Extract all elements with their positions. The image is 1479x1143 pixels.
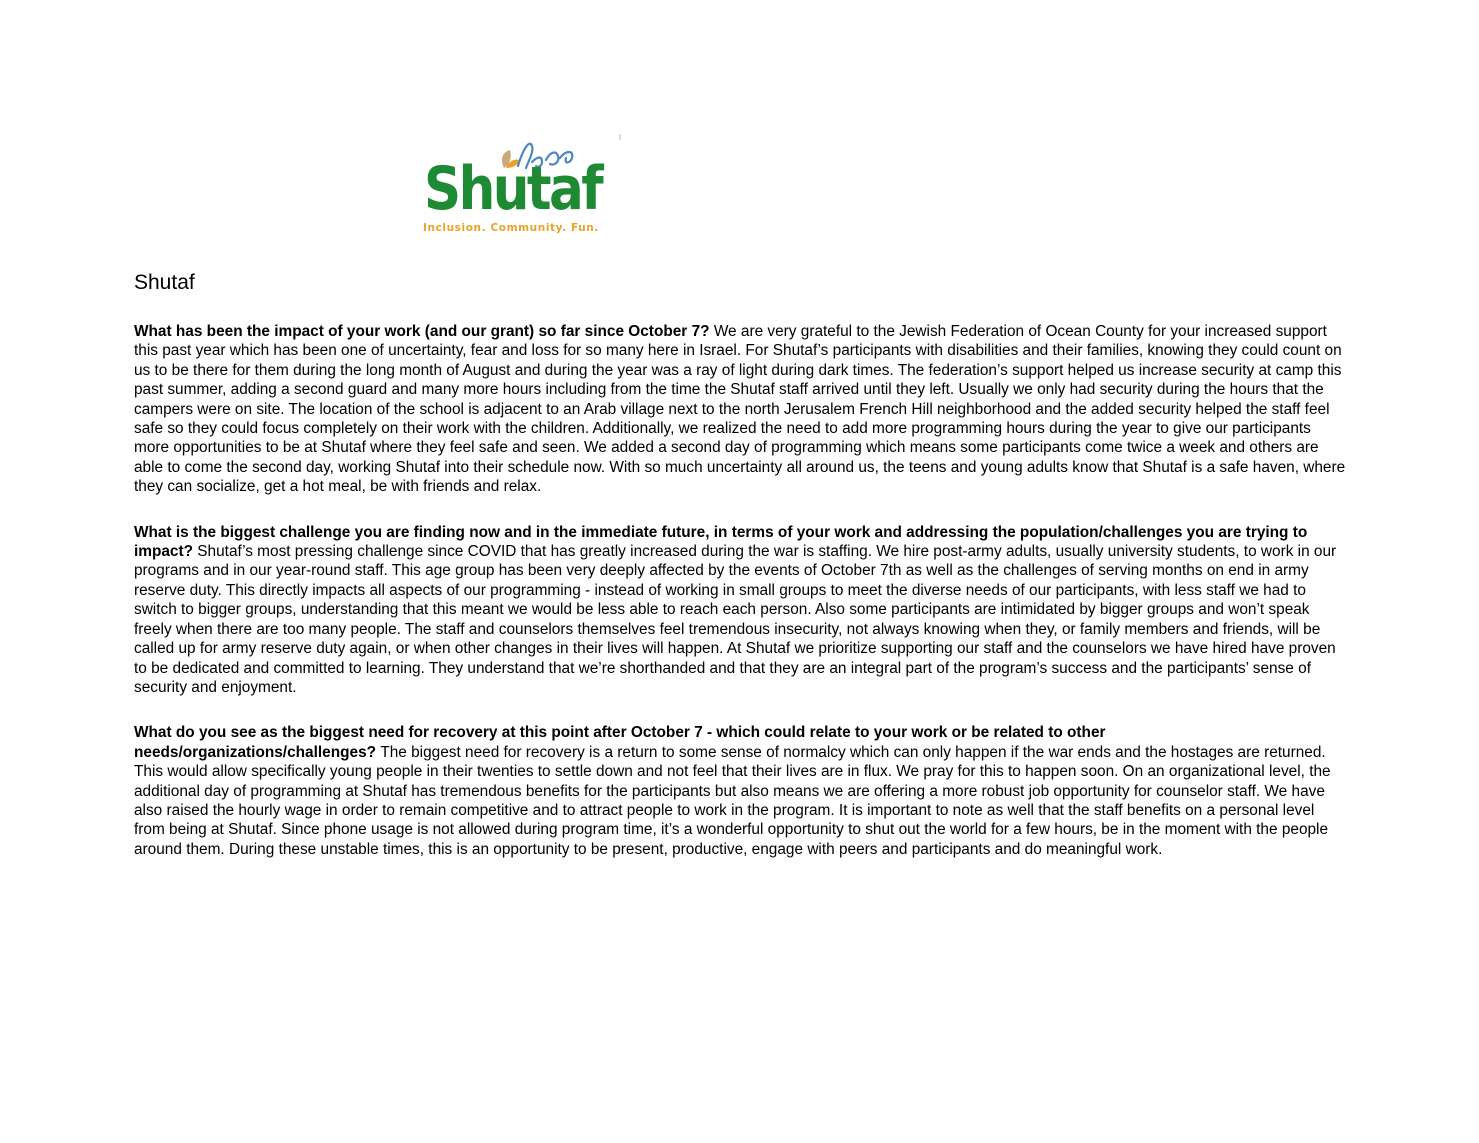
- shutaf-logo: [420, 132, 624, 240]
- qa-section-impact: [134, 322, 1349, 497]
- answer-text: The biggest need for recovery is a return to some sense of normalcy which can only happen if the war ends and the hostages are returned. This would allow specifically young people in their twenties to settle down and not feel that their lives are in flux. We pray for this to happen soon. On an organizational level, the additional day of programming at Shutaf has tremendous benefits for the participants but also means we are offering a more robust job opportunity for counselor staff. We have also raised the hourly wage in order to remain competitive and to attract people to work in the program. It is important to note as well that the staff benefits on a personal level from being at Shutaf. Since phone usage is not allowed during program time, it’s a wonderful opportunity to shut out the world for a few hours, be in the moment with the people around them. During these unstable times, this is an opportunity to be present, productive, engage with peers and participants and do meaningful work.: [134, 743, 1331, 858]
- logo-wordmark: Shutaf: [424, 154, 602, 224]
- qa-section-recovery: [134, 723, 1349, 859]
- qa-section-challenge: [134, 523, 1349, 698]
- logo-tagline: Inclusion. Community. Fun.: [423, 222, 599, 234]
- answer-text: Shutaf’s most pressing challenge since COVID that has greatly increased during the war is staffing. We hire post-army adults, usually university students, to work in our programs and in our year-round staff. This age group has been very deeply affected by the events of October 7th as well as the challenges of serving months on end in army reserve duty. This directly impacts all aspects of our programming - instead of working in small groups to meet the diverse needs of our participants, with less staff we had to switch to bigger groups, understanding that this meant we would be less able to reach each person. Also some participants are intimidated by bigger groups and won’t speak freely when there are too many people. The staff and counselors themselves feel tremendous insecurity, not always knowing when they, or family members and friends, will be called up for army reserve duty again, or when other changes in their lives will happen. At Shutaf we prioritize supporting our staff and the counselors we have hired have proven to be dedicated and committed to learning. They understand that we’re shorthanded and that they are an integral part of the program’s success and the participants’ sense of security and enjoyment.: [134, 543, 1337, 696]
- page-title: Shutaf: [134, 271, 195, 294]
- question-text: What has been the impact of your work (and our grant) so far since October 7?: [134, 323, 714, 340]
- document-body: [134, 322, 1349, 885]
- question-text: What is the biggest challenge you are finding now and in the immediate future, in terms of your work and addressing the population/challenges you are trying to impact?: [134, 523, 1308, 561]
- answer-text: We are very grateful to the Jewish Federation of Ocean County for your increased support this past year which has been one of uncertainty, fear and loss for so many here in Israel. For Shutaf’s participants with disabilities and their families, knowing they could count on us to be there for them during the long month of August and during the year was a ray of light during dark times. The federation’s support helped us increase security at camp this past summer, adding a second guard and many more hours including from the time the Shutaf staff arrived until they left. Usually we only had security during the hours that the campers were on site. The location of the school is adjacent to an Arab village next to the north Jerusalem French Hill neighborhood and the added security helped the staff feel safe so they could focus completely on their work with the children. Additionally, we realized the need to add more programming hours during the year to give our participants more opportunities to be at Shutaf where they feel safe and seen. We added a second day of programming which means some participants come twice a week and others are able to come the second day, working Shutaf into their schedule now. With so much uncertainty all around us, the teens and young adults know that Shutaf is a safe haven, where they can socialize, get a hot meal, be with friends and relax.: [134, 323, 1346, 496]
- question-text: What do you see as the biggest need for recovery at this point after October 7 - which could relate to your work or be related to other needs/organizations/challenges?: [134, 724, 1106, 761]
